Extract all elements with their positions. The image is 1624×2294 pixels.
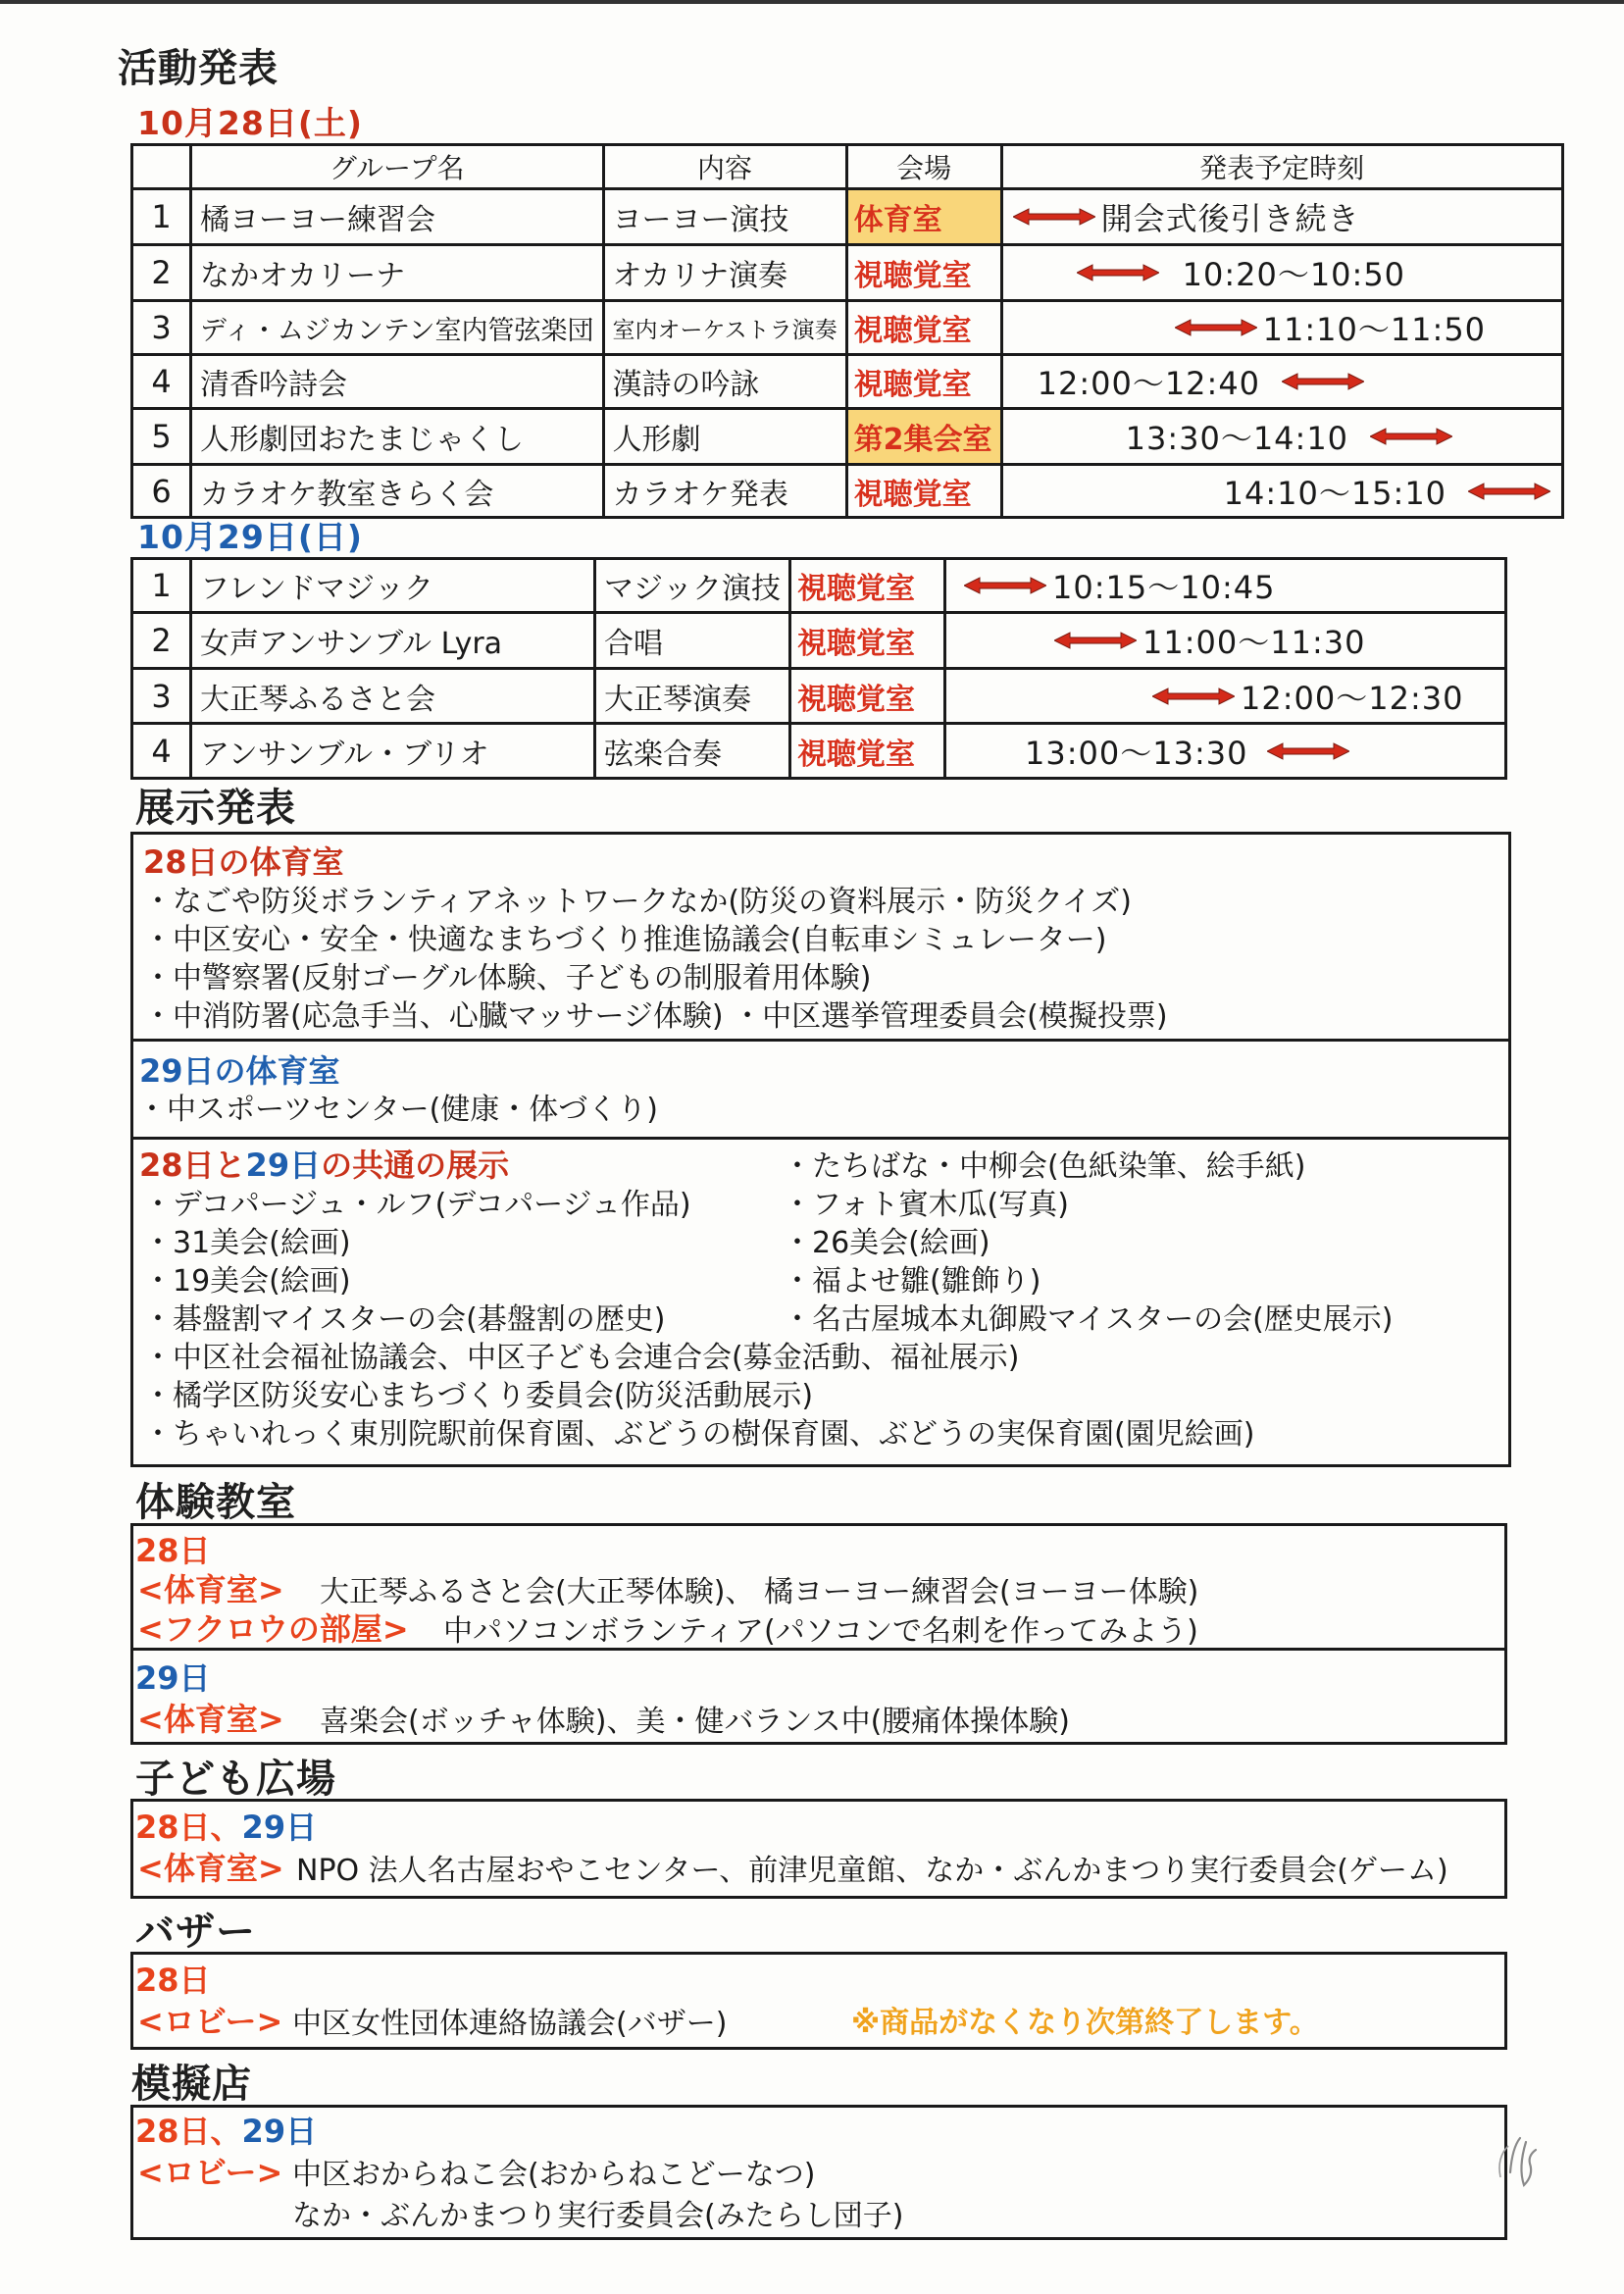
time-cell xyxy=(1001,189,1562,245)
bazaar-venue-tag: <ロビー> xyxy=(137,2003,283,2040)
exhibit-item: ・名古屋城本丸御殿マイスターの会(歴史展示) xyxy=(783,1302,1394,1337)
exhibit-item: ・フォト賓木瓜(写真) xyxy=(783,1188,1069,1222)
venue-cell: 視聴覚室 xyxy=(790,724,945,779)
date-part: 29日 xyxy=(241,2113,318,2150)
workshop-venue-tag: <フクロウの部屋> xyxy=(137,1610,409,1648)
performance-kind: 弦楽合奏 xyxy=(595,724,790,779)
time-text: 開会式後引き続き xyxy=(1100,200,1360,237)
time-cell xyxy=(1001,409,1562,465)
time-line xyxy=(1077,246,1405,299)
time-line xyxy=(1152,670,1463,722)
exhibit-item: ・橘学区防災安心まちづくり委員会(防災活動展示) xyxy=(143,1379,814,1413)
row-number: 1 xyxy=(132,559,191,613)
group-name: カラオケ教室きらく会 xyxy=(191,465,604,518)
double-arrow-icon xyxy=(1282,373,1364,390)
performance-kind: 漢詩の吟詠 xyxy=(603,355,846,409)
table-row xyxy=(132,465,1563,518)
double-arrow-icon xyxy=(1152,688,1235,705)
time-text: 14:10〜15:10 xyxy=(1223,474,1447,512)
stalls-dates xyxy=(135,2107,317,2152)
row-number: 2 xyxy=(132,245,191,301)
time-cell xyxy=(1001,355,1562,409)
exhibit-item: ・中区安心・安全・快適なまちづくり推進協議会(自転車シミュレーター) xyxy=(143,923,1107,957)
exhibit-item: ・ちゃいれっく東別院駅前保育園、ぶどうの樹保育園、ぶどうの実保育園(園児絵画) xyxy=(143,1417,1255,1452)
performance-kind: オカリナ演奏 xyxy=(603,245,846,301)
group-name: 清香吟詩会 xyxy=(191,355,604,409)
time-text: 12:00〜12:40 xyxy=(1037,365,1261,402)
double-arrow-icon xyxy=(1370,428,1452,445)
row-number: 6 xyxy=(132,465,191,518)
heading-part: 28日と xyxy=(139,1147,246,1184)
date-label-oct29: 10月29日(日) xyxy=(137,518,364,556)
bazaar-note: ※商品がなくなり次第終了します。 xyxy=(851,2006,1319,2040)
heading-part: の共通の展示 xyxy=(321,1147,510,1184)
row-number: 2 xyxy=(132,613,191,669)
time-line xyxy=(1054,614,1365,667)
time-text: 11:00〜11:30 xyxy=(1142,624,1366,661)
venue-cell: 体育室 xyxy=(846,189,1001,245)
group-name: なかオカリーナ xyxy=(191,245,604,301)
time-cell xyxy=(945,559,1506,613)
section-title-workshops: 体験教室 xyxy=(135,1480,296,1525)
time-cell xyxy=(1001,465,1562,518)
exhibit-item: ・中警察署(反射ゴーグル体験、子どもの制服着用体験) xyxy=(143,961,872,995)
exhibit-item: ・中消防署(応急手当、心臓マッサージ体験) ・中区選挙管理委員会(模擬投票) xyxy=(143,999,1168,1034)
time-text: 12:00〜12:30 xyxy=(1241,679,1464,717)
performance-kind: 大正琴演奏 xyxy=(595,669,790,724)
section-title-exhibits: 展示発表 xyxy=(135,786,296,831)
group-name: 女声アンサンブル Lyra xyxy=(191,613,595,669)
time-line xyxy=(964,560,1275,611)
schedule-table-oct28 xyxy=(130,143,1564,519)
workshop-text: 喜楽会(ボッチャ体験)、美・健バランス中(腰痛体操体験) xyxy=(320,1705,1071,1739)
table-row xyxy=(132,301,1563,355)
double-arrow-icon xyxy=(1054,632,1137,649)
row-number: 5 xyxy=(132,409,191,465)
time-text: 10:20〜10:50 xyxy=(1182,256,1406,293)
group-name: 橘ヨーヨー練習会 xyxy=(191,189,604,245)
table-header-row xyxy=(132,145,1563,189)
exhibit-item: ・中区社会福祉協議会、中区子ども会連合会(募金活動、福祉展示) xyxy=(143,1341,1020,1375)
double-arrow-icon xyxy=(1013,208,1095,226)
exhibit-item: ・福よせ雛(雛飾り) xyxy=(783,1264,1041,1299)
time-cell xyxy=(1001,245,1562,301)
section-title-performances: 活動発表 xyxy=(118,46,279,91)
double-arrow-icon xyxy=(964,577,1046,594)
table-row xyxy=(132,669,1506,724)
kids-text: NPO 法人名古屋おやこセンター、前津児童館、なか・ぶんかまつり実行委員会(ゲーム) xyxy=(296,1854,1448,1888)
date-part: 28日、 xyxy=(135,1809,242,1846)
double-arrow-icon xyxy=(1267,742,1349,760)
performance-kind: マジック演技 xyxy=(595,559,790,613)
header-venue: 会場 xyxy=(846,145,1001,189)
double-arrow-icon xyxy=(1175,319,1257,336)
section-title-bazaar: バザー xyxy=(135,1910,256,1955)
exhibit-heading-28: 28日の体育室 xyxy=(143,843,344,881)
exhibit-item: ・なごや防災ボランティアネットワークなか(防災の資料展示・防災クイズ) xyxy=(143,885,1133,919)
venue-cell: 視聴覚室 xyxy=(790,613,945,669)
table-row xyxy=(132,189,1563,245)
workshop-text: 中パソコンボランティア(パソコンで名刺を作ってみよう) xyxy=(443,1614,1198,1649)
table-row xyxy=(132,355,1563,409)
stalls-venue-tag: <ロビー> xyxy=(137,2154,283,2191)
date-part: 28日、 xyxy=(135,2113,242,2150)
time-text: 11:10〜11:50 xyxy=(1262,311,1487,348)
exhibit-item: ・たちばな・中柳会(色紙染筆、絵手紙) xyxy=(783,1149,1306,1184)
table-row xyxy=(132,613,1506,669)
top-border xyxy=(0,0,1624,4)
exhibit-heading-29: 29日の体育室 xyxy=(139,1052,340,1090)
exhibit-item: ・19美会(絵画) xyxy=(143,1264,351,1299)
performance-kind: 合唱 xyxy=(595,613,790,669)
venue-cell: 第2集会室 xyxy=(846,409,1001,465)
workshop-venue-tag: <体育室> xyxy=(137,1701,284,1738)
kids-venue-tag: <体育室> xyxy=(137,1850,284,1887)
exhibit-item: ・デコパージュ・ルフ(デコパージュ作品) xyxy=(143,1188,691,1222)
heading-part: 29日 xyxy=(245,1147,322,1184)
divider xyxy=(130,1039,1511,1042)
performance-kind: ヨーヨー演技 xyxy=(603,189,846,245)
performance-kind: 室内オーケストラ演奏 xyxy=(603,301,846,355)
table-row xyxy=(132,409,1563,465)
date-label-oct28: 10月28日(土) xyxy=(137,104,364,142)
section-title-stalls: 模擬店 xyxy=(131,2062,252,2107)
time-text: 10:15〜10:45 xyxy=(1052,569,1276,606)
time-line xyxy=(1038,356,1364,407)
time-line xyxy=(1126,410,1452,463)
exhibit-item: ・中スポーツセンター(健康・体づくり) xyxy=(137,1093,659,1127)
time-text: 13:30〜14:10 xyxy=(1125,420,1349,457)
stalls-text: 中区おからねこ会(おからねこどーなつ) xyxy=(292,2158,816,2192)
performance-kind: 人形劇 xyxy=(603,409,846,465)
time-line xyxy=(1175,302,1486,353)
exhibit-item: ・碁盤割マイスターの会(碁盤割の歴史) xyxy=(143,1302,666,1337)
time-text: 13:00〜13:30 xyxy=(1025,734,1248,772)
table-row xyxy=(132,245,1563,301)
double-arrow-icon xyxy=(1468,483,1550,500)
header-no xyxy=(132,145,191,189)
bazaar-text: 中区女性団体連絡協議会(バザー) xyxy=(292,2007,728,2041)
exhibit-item: ・31美会(絵画) xyxy=(143,1226,351,1260)
stalls-text: なか・ぶんかまつり実行委員会(みたらし団子) xyxy=(292,2199,904,2233)
table-row xyxy=(132,559,1506,613)
venue-cell: 視聴覚室 xyxy=(846,465,1001,518)
venue-cell: 視聴覚室 xyxy=(790,559,945,613)
performance-kind: カラオケ発表 xyxy=(603,465,846,518)
double-arrow-icon xyxy=(1077,264,1159,281)
time-line xyxy=(1013,190,1360,243)
row-number: 3 xyxy=(132,669,191,724)
group-name: アンサンブル・ブリオ xyxy=(191,724,595,779)
workshop-text: 大正琴ふるさと会(大正琴体験)、 橘ヨーヨー練習会(ヨーヨー体験) xyxy=(320,1575,1199,1609)
row-number: 4 xyxy=(132,724,191,779)
venue-cell: 視聴覚室 xyxy=(846,355,1001,409)
time-line xyxy=(1224,466,1550,516)
row-number: 1 xyxy=(132,189,191,245)
section-title-kids: 子ども広場 xyxy=(135,1757,336,1802)
time-cell xyxy=(945,669,1506,724)
header-kind: 内容 xyxy=(603,145,846,189)
group-name: ディ・ムジカンテン室内管弦楽団 xyxy=(191,301,604,355)
exhibit-item: ・26美会(絵画) xyxy=(783,1226,990,1260)
handwritten-mark xyxy=(1491,2128,1569,2197)
venue-cell: 視聴覚室 xyxy=(846,245,1001,301)
date-part: 29日 xyxy=(241,1809,318,1846)
header-group: グループ名 xyxy=(191,145,604,189)
venue-cell: 視聴覚室 xyxy=(790,669,945,724)
time-line xyxy=(1025,725,1349,777)
venue-cell: 視聴覚室 xyxy=(846,301,1001,355)
time-cell xyxy=(1001,301,1562,355)
bazaar-date: 28日 xyxy=(135,1962,211,1999)
row-number: 3 xyxy=(132,301,191,355)
schedule-table-oct29 xyxy=(130,557,1507,780)
time-cell xyxy=(945,613,1506,669)
header-time: 発表予定時刻 xyxy=(1001,145,1562,189)
row-number: 4 xyxy=(132,355,191,409)
kids-dates xyxy=(135,1803,317,1848)
divider xyxy=(130,1137,1511,1140)
group-name: 人形劇団おたまじゃくし xyxy=(191,409,604,465)
time-cell xyxy=(945,724,1506,779)
group-name: フレンドマジック xyxy=(191,559,595,613)
table-row xyxy=(132,724,1506,779)
workshop-date-29: 29日 xyxy=(135,1659,211,1697)
group-name: 大正琴ふるさと会 xyxy=(191,669,595,724)
workshop-venue-tag: <体育室> xyxy=(137,1571,284,1608)
workshop-date-28: 28日 xyxy=(135,1532,211,1569)
